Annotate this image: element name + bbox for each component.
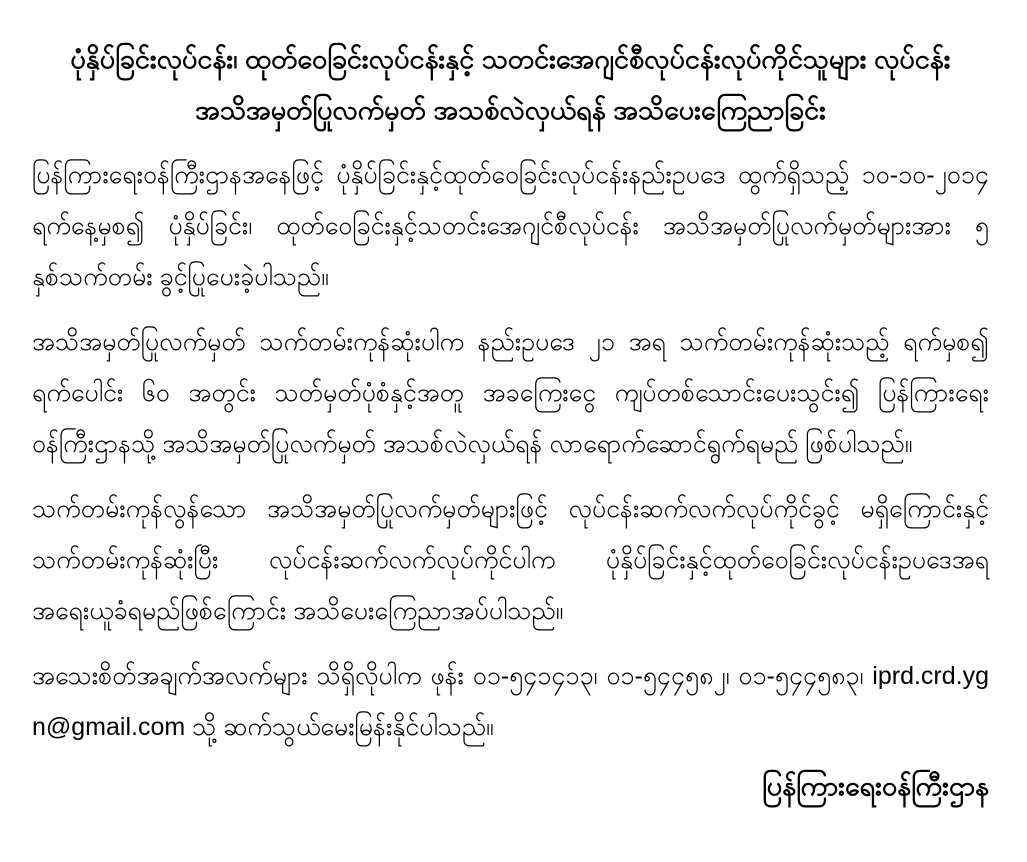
contact-text-before-email: အသေးစိတ်အချက်အလက်များ သိရှိလိုပါက ဖုန်း ၀၁-၅၄၁၄၁၃၊ ၀၁-၅၄၄၅၈၂၊ ၀၁-၅၄၄၅၈၃၊ bbox=[32, 662, 873, 690]
email-address: iprd.crd.ygn@gmail.com bbox=[32, 662, 989, 741]
document-title: ပုံနှိပ်ခြင်းလုပ်ငန်း၊ ထုတ်ဝေခြင်းလုပ်ငန်းနှင့် သတင်းအေဂျင်စီလုပ်ငန်းလုပ်ကိုင်သူများ လုပ်ငန်း အသိအမှတ်ပြုလက်မှတ် အသစ်လဲလှယ်ရန် အသိပေးကြေညာခြင်း bbox=[70, 44, 951, 125]
ministry-signature: ပြန်ကြားရေးဝန်ကြီးဌာန bbox=[762, 771, 989, 801]
paragraph-expiry-warning: သက်တမ်းကုန်လွန်သော အသိအမှတ်ပြုလက်မှတ်များဖြင့် လုပ်ငန်းဆက်လက်လုပ်ကိုင်ခွင့် မရှိကြောင်းနှင့် သက်တမ်းကုန်ဆုံးပြီး လုပ်ငန်းဆက်လက်လုပ်ကိုင်ပါက ပုံနှိပ်ခြင်းနှင့်ထုတ်ဝေခြင်းလုပ်ငန်းဥပဒေအရ အရေးယူခံရမည်ဖြစ်ကြောင်း အသိပေးကြေညာအပ်ပါသည်။ bbox=[32, 495, 989, 625]
paragraph-contact bbox=[32, 651, 989, 753]
contact-text-after-email: သို့ ဆက်သွယ်မေးမြန်းနိုင်ပါသည်။ bbox=[185, 713, 494, 741]
paragraph-renewal-procedure: အသိအမှတ်ပြုလက်မှတ် သက်တမ်းကုန်ဆုံးပါက နည်းဥပဒေ ၂၁ အရ သက်တမ်းကုန်ဆုံးသည့် ရက်မှစ၍ ရက်ပေါင်း ၆၀ အတွင်း သတ်မှတ်ပုံစံနှင့်အတူ အခကြေးငွေ ကျပ်တစ်သောင်းပေးသွင်း၍ ပြန်ကြားရေးဝန်ကြီးဌာနသို့ အသိအမှတ်ပြုလက်မှတ် အသစ်လဲလှယ်ရန် လာရောက်ဆောင်ရွက်ရမည် ဖြစ်ပါသည်။ bbox=[32, 328, 989, 458]
paragraph-certificate-grant: ပြန်ကြားရေးဝန်ကြီးဌာနအနေဖြင့် ပုံနှိပ်ခြင်းနှင့်ထုတ်ဝေခြင်းလုပ်ငန်းနည်းဥပဒေ ထွက်ရှိသည့် ၁၀-၁၀-၂၀၁၄ ရက်နေ့မှစ၍ ပုံနှိပ်ခြင်း၊ ထုတ်ဝေခြင်းနှင့်သတင်းအေဂျင်စီလုပ်ငန်း အသိအမှတ်ပြုလက်မှတ်များအား ၅ နှစ်သက်တမ်း ခွင့်ပြုပေးခဲ့ပါသည်။ bbox=[32, 161, 989, 291]
